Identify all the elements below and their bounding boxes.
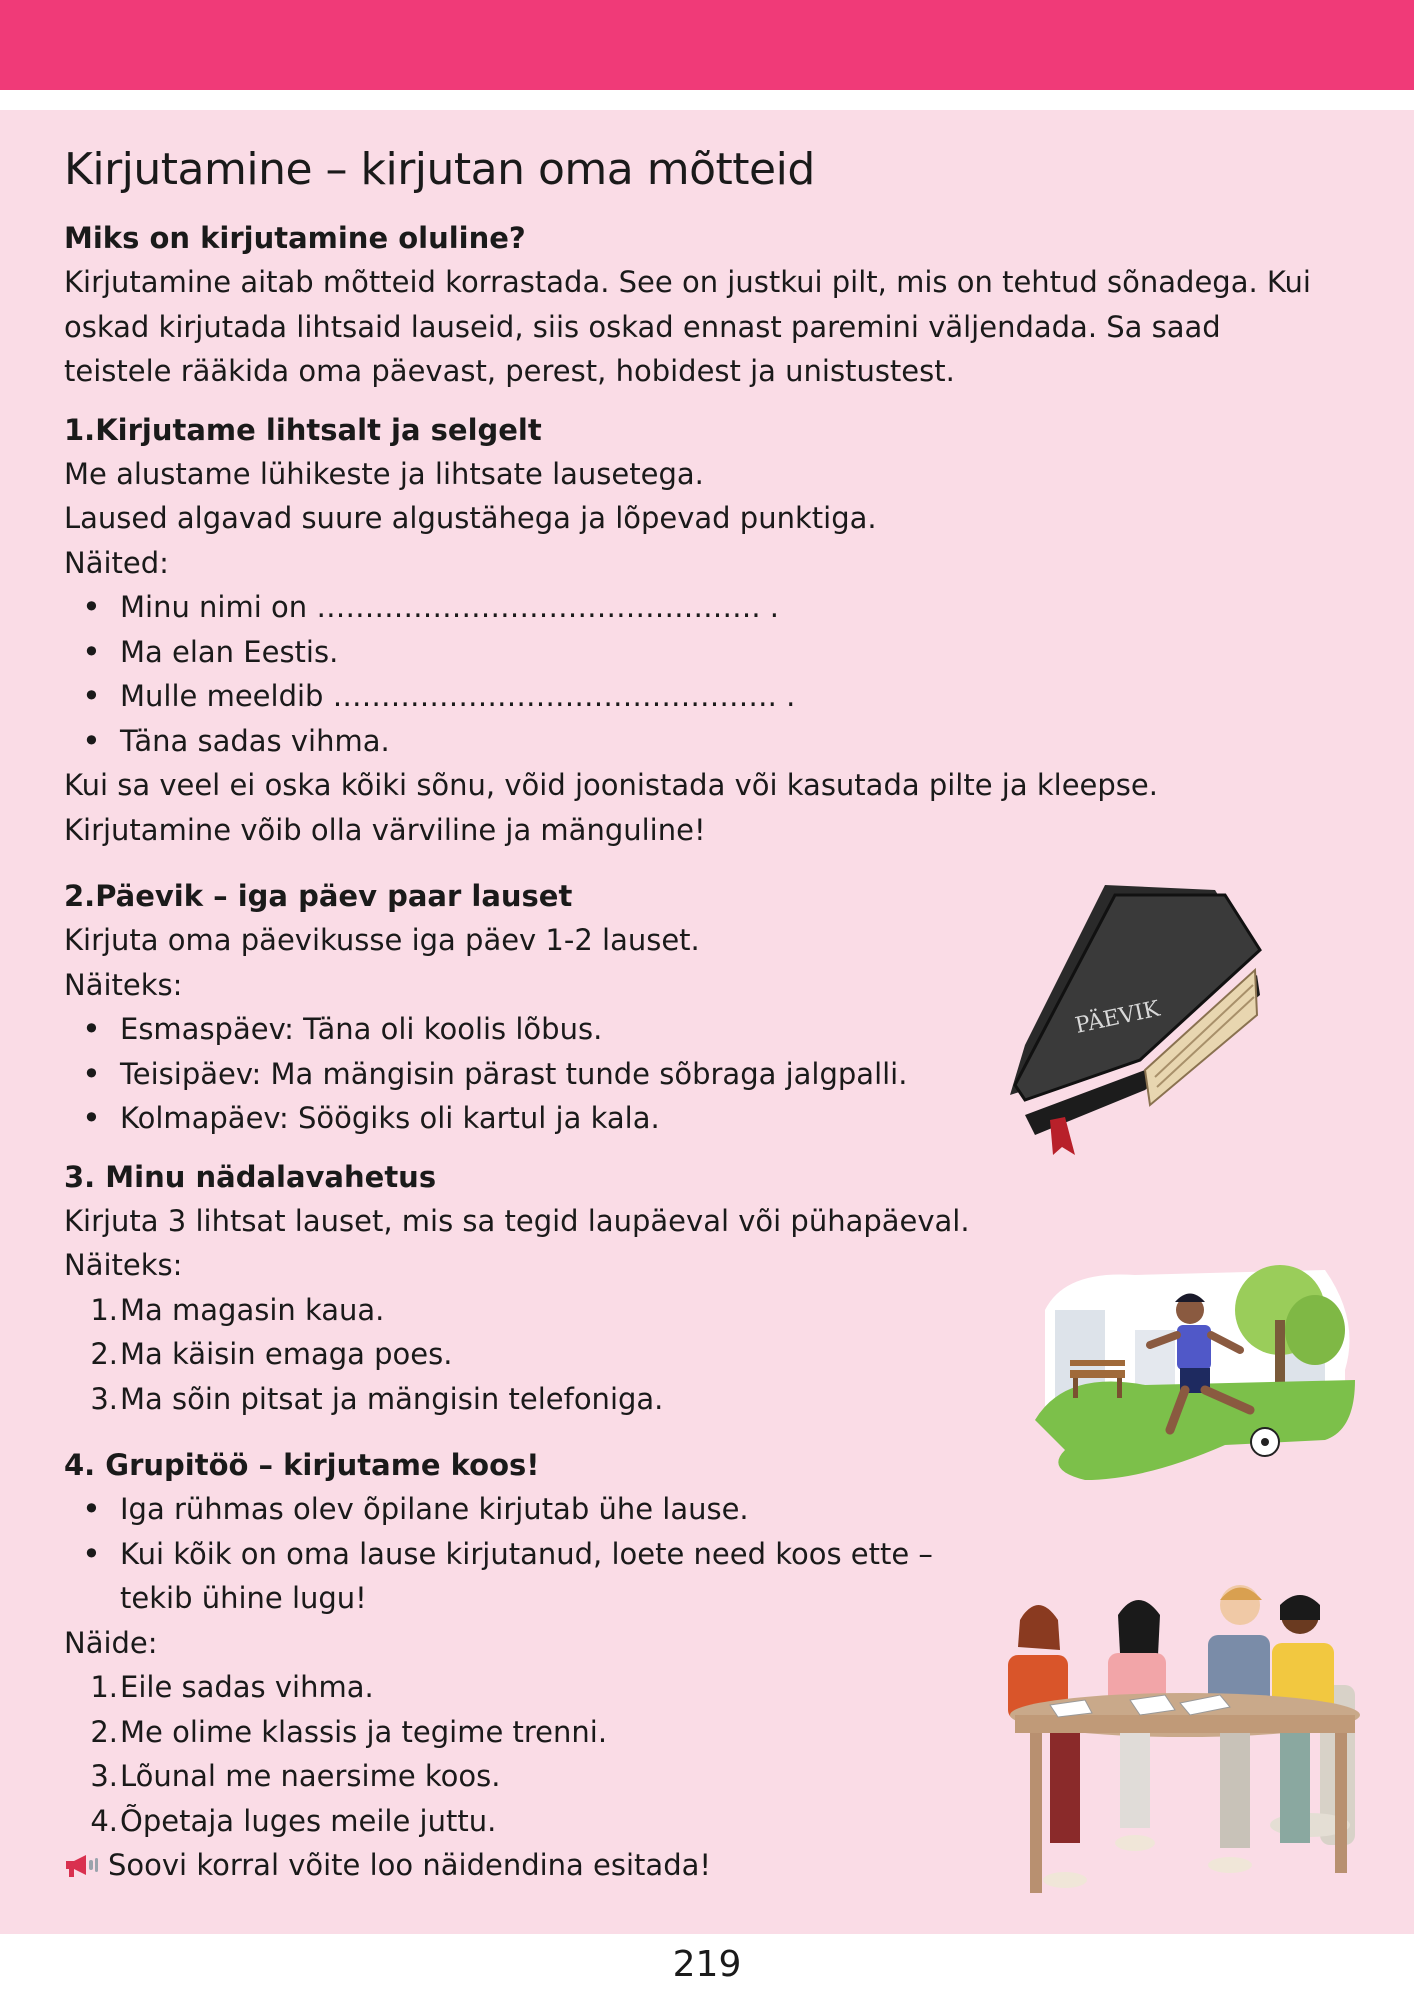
page-title: Kirjutamine – kirjutan oma mõtteid xyxy=(64,144,815,195)
group-work-illustration xyxy=(990,1575,1375,1905)
page-number: 219 xyxy=(672,1944,742,1985)
list-item: • Teisipäev: Ma mängisin pärast tunde sõbraga jalgpalli. xyxy=(64,1052,1314,1097)
closing-line: Soovi korral võite loo näidendina esitada! xyxy=(64,1843,1314,1888)
megaphone-icon xyxy=(64,1852,102,1878)
section4-example-label: Näide: xyxy=(64,1625,158,1660)
section2-line: Kirjuta oma päevikusse iga päev 1-2 lauset. xyxy=(64,923,700,957)
section1-heading: 1.Kirjutame lihtsalt ja selgelt xyxy=(64,412,542,447)
intro-heading: Miks on kirjutamine oluline? xyxy=(64,221,526,255)
list-item: 2. Me olime klassis ja tegime trenni. xyxy=(90,1714,608,1749)
section4-list xyxy=(64,1487,944,1621)
diary-label: PÄEVIK xyxy=(1073,996,1163,1039)
list-item: 3. Lõunal me naersime koos. xyxy=(90,1759,501,1793)
section1-after: Kirjutamine võib olla värviline ja mänguline! xyxy=(64,812,706,847)
list-item: 2. Ma käisin emaga poes. xyxy=(90,1337,453,1371)
section1-after: Kui sa veel ei oska kõiki sõnu, võid joonistada või kasutada pilte ja kleepse. xyxy=(64,768,1158,802)
diary-illustration xyxy=(995,855,1275,1155)
list-item: 1. Eile sadas vihma. xyxy=(90,1670,374,1704)
section3-line: Näiteks: xyxy=(64,1248,183,1282)
list-item: • Kui kõik on oma lause kirjutanud, loete need koos ette – tekib ühine lugu! xyxy=(64,1532,944,1621)
section1-line: Näited: xyxy=(64,545,169,580)
list-item: • Esmaspäev: Täna oli koolis lõbus. xyxy=(64,1007,1314,1052)
intro-text: Kirjutamine aitab mõtteid korrastada. See on justkui pilt, mis on tehtud sõnadega. Kui oskad kirjutada lihtsaid lauseid, siis oskad ennast paremini väljendada. Sa saad teistele rääkida oma päevast, perest, hobidest ja unistustest. xyxy=(64,265,1311,388)
soccer-boy-illustration xyxy=(1025,1250,1360,1495)
section2-line: Näiteks: xyxy=(64,967,183,1002)
list-item: 4. Õpetaja luges meile juttu. xyxy=(90,1803,497,1838)
section4-heading: 4. Grupitöö – kirjutame koos! xyxy=(64,1448,540,1482)
list-item: • Ma elan Eestis. xyxy=(64,630,1314,675)
section3-heading: 3. Minu nädalavahetus xyxy=(64,1159,437,1194)
list-item: • Kolmapäev: Söögiks oli kartul ja kala. xyxy=(64,1096,1314,1141)
top-header-bar xyxy=(0,0,1414,90)
section1-line: Me alustame lühikeste ja lihtsate lausetega. xyxy=(64,456,704,491)
list-item: 1. Ma magasin kaua. xyxy=(90,1292,385,1327)
list-item: 3. Ma sõin pitsat ja mängisin telefoniga. xyxy=(90,1381,664,1416)
list-item: • Minu nimi on ………………………………………. . xyxy=(64,585,1314,630)
list-item: • Iga rühmas olev õpilane kirjutab ühe lause. xyxy=(64,1487,944,1532)
list-item: • Täna sadas vihma. xyxy=(64,719,1314,764)
section1-line: Laused algavad suure algustähega ja lõpevad punktiga. xyxy=(64,501,877,535)
list-item: • Mulle meeldib ………………………………………. . xyxy=(64,674,1314,719)
section3-line: Kirjuta 3 lihtsat lauset, mis sa tegid laupäeval või pühapäeval. xyxy=(64,1203,970,1238)
section2-heading: 2.Päevik – iga päev paar lauset xyxy=(64,879,573,913)
section1-list xyxy=(64,585,1314,763)
